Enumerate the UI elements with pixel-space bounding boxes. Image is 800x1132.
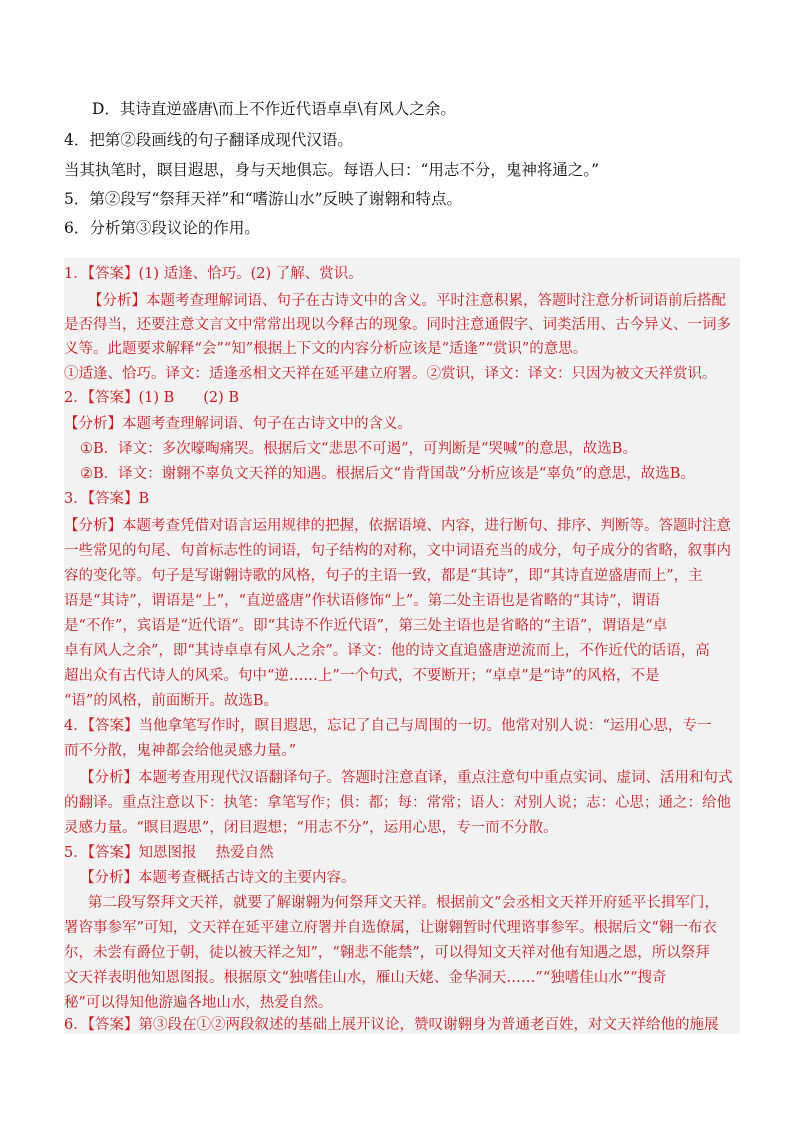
question-5: 5．第②段写“祭拜天祥”和“嗜游山水”反映了谢翱和特点。: [64, 190, 463, 208]
answer-line: 的翻译。重点注意以下：执笔：拿笔写作；俱：都；每：常常；语人：对别人说；志：心思；通之：给他: [64, 795, 731, 811]
answer-line: 【分析】本题考查凭借对语言运用规律的把握，依据语境、内容，进行断句、排序、判断等。答题时注意: [64, 518, 731, 534]
answer-line: 署咨事参军”可知，文天祥在延平建立府署并自选僚属，让谢翱暂时代理谘事参军。根据后文“翱一布衣: [64, 920, 717, 936]
answer-line: 5．【答案】知恩图报 热爱自然: [64, 845, 274, 861]
answer-line: 一些常见的句尾、句首标志性的词语，句子结构的对称，文中词语充当的成分，句子成分的省略，叙事内: [64, 543, 731, 559]
answer-line: 【分析】本题考查理解词语、句子在古诗文中的含义。平时注意积累，答题时注意分析词语前后搭配: [88, 293, 726, 309]
question-6: 6．分析第③段议论的作用。: [64, 219, 260, 237]
answer-line: 3．【答案】B: [64, 491, 150, 507]
question-3-option-d: D．其诗直逆盛唐\而上不作近代语卓卓\有风人之余。: [92, 100, 456, 118]
answer-line: “语”的风格，前面断开。故选B。: [64, 693, 278, 709]
answer-line: 语是“其诗”，谓语是“上”，“直逆盛唐”作状语修饰“上”。第二处主语也是省略的“其诗”，谓语: [64, 593, 661, 609]
answer-line: 义等。此题要求解释“会”“知”根据上下文的内容分析应该是“适逢”“赏识”的意思。: [64, 341, 588, 357]
answer-line: 卓有风人之余”，即“其诗卓卓有风人之余”。译文：他的诗文直追盛唐逆流而上，不作近代的话语，高: [64, 643, 710, 659]
answer-line: 1．【答案】(1) 适逢、恰巧。(2) 了解、赏识。: [64, 266, 363, 282]
answer-line: 容的变化等。句子是写谢翱诗歌的风格，句子的主语一致，都是“其诗”，即“其诗直逆盛唐而上”，主: [64, 568, 703, 584]
answer-line: 【分析】本题考查理解词语、句子在古诗文中的含义。: [64, 416, 412, 432]
answer-line: 是否得当，还要注意文言文中常常出现以今释古的现象。同时注意通假字、词类活用、古今异义、一词多: [64, 317, 731, 333]
answer-line: 秘”可以得知他游遍各地山水，热爱自然。: [64, 995, 333, 1011]
answer-line: ①B．译文：多次嚎啕痛哭。根据后文“悲思不可遏”，可判断是“哭喊”的意思，故选B。: [80, 441, 637, 457]
answer-line: 是“不作”，宾语是“近代语”。即“其诗不作近代语”，第三处主语也是省略的“主语”，谓语是“卓: [64, 618, 668, 634]
answer-line: 超出众有古代诗人的风采。句中“逆……上”一个句式，不要断开；“卓卓”是“诗”的风格，不是: [64, 668, 660, 684]
answer-line: 4．【答案】当他拿笔写作时，瞑目遐思，忘记了自己与周围的一切。他常对别人说：“运用心思，专一: [64, 718, 712, 734]
answer-line: 而不分散，鬼神都会给他灵感力量。”: [64, 743, 297, 759]
answer-line: 2．【答案】(1) B (2) B: [64, 390, 240, 406]
question-4: 4．把第②段画线的句子翻译成现代汉语。: [64, 131, 353, 149]
answer-line: 文天祥表明他知恩图报。根据原文“独嗜佳山水，雁山天姥、金华洞天……”“独嗜佳山水”“搜奇: [64, 970, 667, 986]
answer-line: 灵感力量。“瞑目遐思”，闭目遐想；“用志不分”，运用心思，专一而不分散。: [64, 820, 558, 836]
answer-line: 6．【答案】第③段在①②两段叙述的基础上展开议论，赞叹谢翱身为普通老百姓，对文天祥给他的施展: [64, 1017, 719, 1033]
answer-line: 【分析】本题考查用现代汉语翻译句子。答题时注意直译，重点注意句中重点实词、虚词、活用和句式: [80, 770, 733, 786]
answer-line: ②B．译文：谢翱不辜负文天祥的知遇。根据后文“肯背国哉”分析应该是“辜负”的意思，故选B。: [80, 466, 695, 482]
answer-line: 尔，未尝有爵位于朝，徒以被天祥之知”，“翱悲不能禁”，可以得知文天祥对他有知遇之恩，所以祭拜: [64, 945, 710, 961]
answer-key-panel: [64, 258, 740, 1034]
answer-line: 第二段写祭拜文天祥，就要了解谢翱为何祭拜文天祥。根据前文“会丞相文天祥开府延平长揖军门，: [88, 895, 719, 911]
answer-line: 【分析】本题考查概括古诗文的主要内容。: [80, 870, 356, 886]
question-4-text: 当其执笔时，瞑目遐思，身与天地俱忘。每语人曰：“用志不分，鬼神将通之。”: [64, 161, 600, 179]
answer-line: ①适逢、恰巧。译文：适逢丞相文天祥在延平建立府署。②赏识，译文：译文：只因为被文天祥赏识。: [64, 366, 717, 382]
